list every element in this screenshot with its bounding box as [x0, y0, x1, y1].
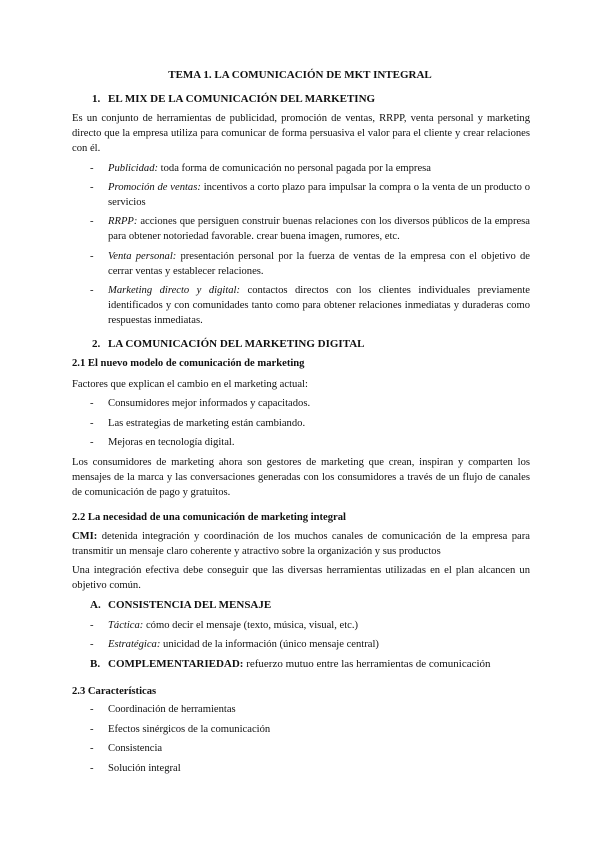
bullet-dash: -: [90, 182, 94, 193]
item-term: Estratégica:: [108, 639, 161, 650]
cmi-text: detenida integración y coordinación de los muchos canales de comunicación de la empresa para transmitir un mensaje claro coherente y atractivo sobre la organización y sus productos: [72, 531, 530, 557]
item-term: Promoción de ventas:: [108, 182, 201, 193]
item-term: RRPP:: [108, 216, 138, 227]
item-text: toda forma de comunicación no personal pagada por la empresa: [158, 163, 431, 174]
cmi-definition: [72, 529, 530, 559]
list-item: [90, 180, 530, 210]
item-term: Venta personal:: [108, 251, 177, 262]
list-item: [90, 214, 530, 244]
item-text: Consumidores mejor informados y capacitados.: [108, 398, 311, 409]
point-b-letter: B.: [90, 658, 101, 670]
section-1-heading: [92, 92, 375, 107]
bullet-dash: -: [90, 724, 94, 735]
section-2-title: LA COMUNICACIÓN DEL MARKETING DIGITAL: [108, 338, 365, 350]
item-term: Marketing directo y digital:: [108, 285, 241, 296]
item-text: Consistencia: [108, 743, 163, 754]
item-term: Publicidad:: [108, 163, 159, 174]
list-item: [90, 283, 530, 328]
subsection-2-1-paragraph: Los consumidores de marketing ahora son gestores de marketing que crean, inspiran y comparten los mensajes de la marca y las conversaciones generadas con los consumidores a través de un flujo de canales de comunicación de pago y gratuitos.: [72, 457, 530, 498]
bullet-dash: -: [90, 285, 94, 296]
section-1-title: EL MIX DE LA COMUNICACIÓN DEL MARKETING: [108, 93, 376, 105]
bullet-dash: -: [90, 418, 94, 429]
subsection-2-1-heading: 2.1 El nuevo modelo de comunicación de marketing: [72, 358, 305, 369]
list-item: [90, 741, 530, 756]
bullet-dash: -: [90, 763, 94, 774]
item-text: Solución integral: [108, 763, 181, 774]
item-text: Mejoras en tecnología digital.: [108, 437, 235, 448]
list-item: [90, 161, 530, 176]
bullet-dash: -: [90, 620, 94, 631]
list-item: [90, 416, 530, 431]
document-title: TEMA 1. LA COMUNICACIÓN DE MKT INTEGRAL: [168, 69, 432, 81]
bullet-dash: -: [90, 163, 94, 174]
point-a-heading: [90, 598, 271, 613]
list-item: [90, 722, 530, 737]
point-b-heading: [90, 657, 491, 672]
list-item: [90, 637, 530, 652]
list-item: [90, 435, 530, 450]
point-b-term: COMPLEMENTARIEDAD:: [108, 658, 244, 670]
bullet-dash: -: [90, 251, 94, 262]
item-text: Las estrategias de marketing están cambiando.: [108, 418, 306, 429]
subsection-2-1-intro: Factores que explican el cambio en el marketing actual:: [72, 379, 308, 390]
bullet-dash: -: [90, 704, 94, 715]
point-a-letter: A.: [90, 599, 101, 611]
section-2-number: 2.: [92, 338, 101, 350]
subsection-2-2-paragraph: Una integración efectiva debe conseguir que las diversas herramientas utilizadas en el plan alcancen un objetivo común.: [72, 565, 530, 591]
bullet-dash: -: [90, 398, 94, 409]
item-text: Coordinación de herramientas: [108, 704, 236, 715]
bullet-dash: -: [90, 743, 94, 754]
list-item: [90, 396, 530, 411]
cmi-term: CMI:: [72, 531, 98, 542]
list-item: [90, 618, 530, 633]
item-text: unicidad de la información (único mensaje central): [160, 639, 379, 650]
bullet-dash: -: [90, 437, 94, 448]
section-2-heading: [92, 337, 365, 352]
list-item: [90, 702, 530, 717]
list-item: [90, 761, 530, 776]
item-text: cómo decir el mensaje (texto, música, visual, etc.): [143, 620, 359, 631]
item-text: presentación personal por la fuerza de ventas de la empresa con el objetivo de cerrar ventas y establecer relaciones.: [108, 251, 530, 277]
point-b-text: refuerzo mutuo entre las herramientas de comunicación: [243, 658, 491, 670]
bullet-dash: -: [90, 639, 94, 650]
item-term: Táctica:: [108, 620, 144, 631]
section-1-number: 1.: [92, 93, 101, 105]
bullet-dash: -: [90, 216, 94, 227]
subsection-2-3-heading: 2.3 Características: [72, 686, 157, 697]
item-text: Efectos sinérgicos de la comunicación: [108, 724, 271, 735]
item-text: incentivos a corto plazo para impulsar la compra o la venta de un producto o servicios: [108, 182, 531, 208]
item-text: contactos directos con los clientes individuales previamente identificados y con comunidades tanto como para obtener relaciones inmediatas y duraderas como respuestas inmediatas.: [108, 285, 530, 326]
subsection-2-2-heading: 2.2 La necesidad de una comunicación de marketing integral: [72, 512, 346, 523]
list-item: [90, 249, 530, 279]
item-text: acciones que persiguen construir buenas relaciones con los diversos públicos de la empresa para obtener notoriedad favorable. crear buena imagen, rumores, etc.: [108, 216, 530, 242]
section-1-intro: Es un conjunto de herramientas de publicidad, promoción de ventas, RRPP, venta personal y marketing directo que la empresa utiliza para comunicar de forma persuasiva el valor para el cliente y crear relaciones con él.: [72, 113, 530, 154]
point-a-title: CONSISTENCIA DEL MENSAJE: [108, 599, 272, 611]
